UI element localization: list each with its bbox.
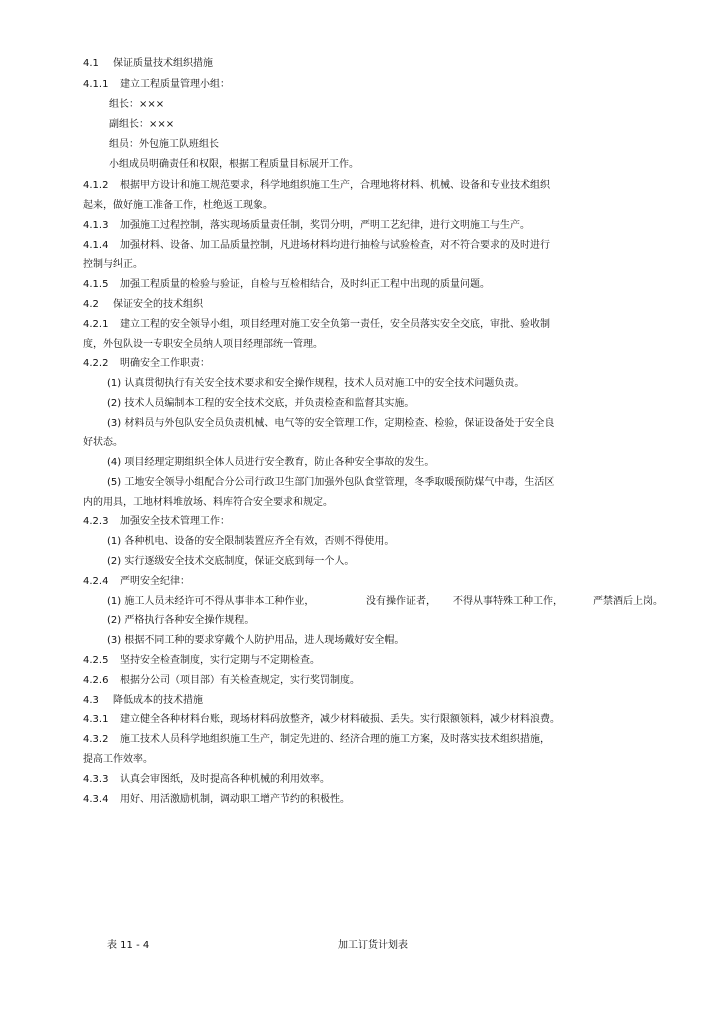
leader-line: 组长：××× [109,99,165,110]
section-number: 4.3.3 [83,774,109,785]
section-4-3-heading [83,694,203,708]
section-4-1-4-line1 [83,239,550,253]
tech-item-2: (2) 实行逐级安全技术交底制度，保证交底到每一个人。 [107,556,355,567]
vice-leader-line: 副组长：××× [109,119,175,130]
section-title: 建立工程质量管理小组： [120,79,230,90]
section-4-2-3-heading [83,515,230,529]
section-number: 4.1.5 [83,279,109,290]
section-title: 保证质量技术组织措施 [113,58,213,69]
duty-item-2: (2) 技术人员编制本工程的安全技术交底，并负责检查和监督其实施。 [107,398,415,409]
section-4-1-5 [83,278,490,292]
table-title: 加工订货计划表 [338,940,408,951]
section-number: 4.2 [83,299,99,310]
section-4-2-1-line1 [83,318,550,332]
section-number: 4.1.3 [83,220,109,231]
discipline-item-1-part-b: 没有操作证者， [366,596,436,607]
section-4-1-heading [83,57,213,71]
duty-item-1: (1) 认真贯彻执行有关安全技术要求和安全操作规程，技术人员对施工中的安全技术问题负责。 [107,378,525,389]
section-title: 保证安全的技术组织 [113,299,203,310]
section-4-1-3 [83,219,530,233]
section-4-2-6 [83,674,360,688]
section-number: 4.2.2 [83,358,109,369]
section-title: 严明安全纪律： [120,576,190,587]
section-number: 4.1.1 [83,79,109,90]
paragraph-text: 根据甲方设计和施工规范要求，科学地组织施工生产，合理地将材料、机械、设备和专业技术组织 [120,180,550,191]
duty-item-5-line1: (5) 工地安全领导小组配合分公司行政卫生部门加强外包队食堂管理，冬季取暖预防煤气中毒，生活区 [107,477,555,488]
section-4-3-2-line1 [83,733,550,747]
paragraph-text: 加强施工过程控制，落实现场质量责任制，奖罚分明，严明工艺纪律，进行文明施工与生产。 [120,220,530,231]
discipline-item-1-part-c: 不得从事特殊工种工作， [453,596,563,607]
duty-item-5-line2: 内的用具，工地材料堆放场、料库符合安全要求和规定。 [83,497,333,508]
section-4-3-2-line2: 提高工作效率。 [83,754,153,765]
paragraph-text: 认真会审图纸，及时提高各种机械的利用效率。 [120,774,330,785]
section-4-3-4 [83,793,350,807]
section-4-2-1-line2: 度，外包队设一专职安全员纳人项目经理部统一管理。 [83,339,323,350]
section-4-2-4-heading [83,575,190,589]
section-4-2-5 [83,654,320,668]
group-duty-line: 小组成员明确责任和权限，根据工程质量目标展开工作。 [109,159,359,170]
paragraph-text: 坚持安全检查制度，实行定期与不定期检查。 [120,655,320,666]
section-4-1-1-heading [83,78,230,92]
section-title: 明确安全工作职责： [120,358,210,369]
section-number: 4.3 [83,695,99,706]
section-number: 4.2.1 [83,319,109,330]
section-4-3-3 [83,773,330,787]
section-number: 4.2.5 [83,655,109,666]
section-number: 4.2.4 [83,576,109,587]
section-number: 4.2.3 [83,516,109,527]
paragraph-text: 建立健全各种材料台账，现场材料码放整齐，减少材料破损、丢失。实行限额领料，减少材料浪费。 [120,714,560,725]
section-number: 4.1.2 [83,180,109,191]
discipline-item-3: (3) 根据不同工种的要求穿戴个人防护用品，进人现场戴好安全帽。 [107,635,405,646]
section-number: 4.2.6 [83,675,109,686]
paragraph-text: 加强工程质量的检验与验证，自检与互检相结合，及时纠正工程中出现的质量问题。 [120,279,490,290]
duty-item-3-line2: 好状态。 [83,437,123,448]
section-number: 4.3.2 [83,734,109,745]
discipline-item-1-part-d: 严禁酒后上岗。 [593,596,663,607]
table-number: 表 11 - 4 [107,940,150,951]
paragraph-text: 用好、用活激励机制，调动职工增产节约的积极性。 [120,794,350,805]
section-4-2-2-heading [83,357,210,371]
paragraph-text: 加强材料、设备、加工品质量控制，凡进场材料均进行抽检与试验检查，对不符合要求的及时进行 [120,240,550,251]
duty-item-3-line1: (3) 材料员与外包队安全员负责机械、电气等的安全管理工作，定期检查、检验，保证设备处于安全良 [107,418,555,429]
section-number: 4.1 [83,58,99,69]
section-4-2-heading [83,298,203,312]
members-line: 组员：外包施工队班组长 [109,139,219,150]
section-number: 4.3.1 [83,714,109,725]
discipline-item-2: (2) 严格执行各种安全操作规程。 [107,615,255,626]
section-4-1-2-line2: 起来，做好施工准备工作，杜绝返工现象。 [83,200,273,211]
paragraph-text: 施工技术人员科学地组织施工生产，制定先进的、经济合理的施工方案，及时落实技术组织措施， [120,734,550,745]
paragraph-text: 建立工程的安全领导小组，项目经理对施工安全负第一责任，安全员落实安全交底，审批、验收制 [120,319,550,330]
duty-item-4: (4) 项目经理定期组织全体人员进行安全教育，防止各种安全事故的发生。 [107,457,435,468]
section-4-3-1 [83,713,560,727]
section-4-1-2-line1 [83,179,550,193]
tech-item-1: (1) 各种机电、设备的安全限制装置应齐全有效，否则不得使用。 [107,536,395,547]
discipline-item-1-part-a: (1) 施工人员未经许可不得从事非本工种作业， [107,596,315,607]
paragraph-text: 根据分公司（项目部）有关检查规定，实行奖罚制度。 [120,675,360,686]
section-number: 4.1.4 [83,240,109,251]
section-title: 降低成本的技术措施 [113,695,203,706]
section-4-1-4-line2: 控制与纠正。 [83,259,143,270]
section-number: 4.3.4 [83,794,109,805]
section-title: 加强安全技术管理工作： [120,516,230,527]
